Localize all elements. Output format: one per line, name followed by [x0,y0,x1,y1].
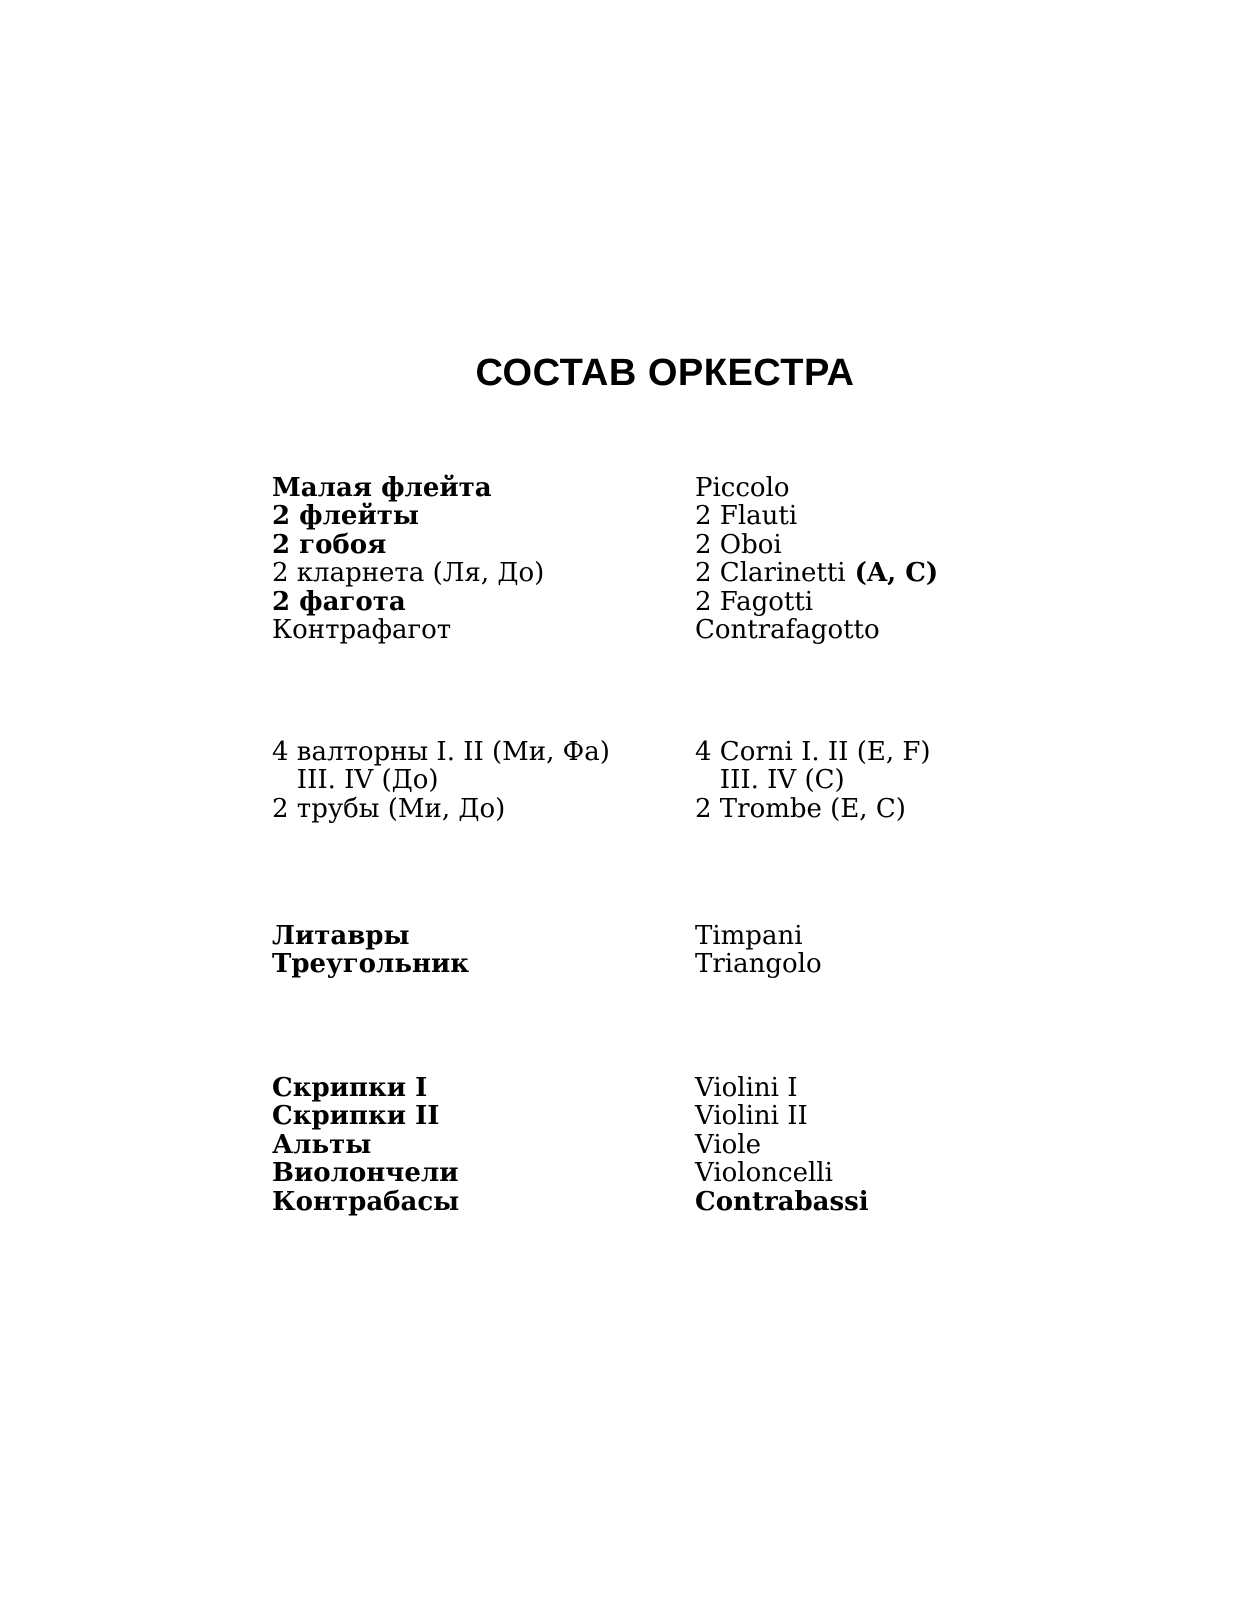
instrument-it-bassoons: 2 Fagotti [695,586,814,617]
instrument-it-violins-2: Violini II [695,1101,808,1132]
brass-russian-column [272,738,610,823]
woodwinds-italian-column [695,474,938,644]
instrument-ru-triangle: Треугольник [272,949,470,980]
instrument-it-cellos: Violoncelli [695,1158,833,1189]
strings-russian-column [272,1074,459,1216]
instrument-it-horns-continued: III. IV (C) [695,765,845,796]
instrument-it-double-basses: Contrabassi [695,1186,869,1217]
instrument-it-trumpets: 2 Trombe (E, C) [695,793,906,824]
instrument-it-flutes: 2 Flauti [695,501,798,532]
instrument-it-violins-1: Violini I [695,1073,798,1103]
strings-italian-column [695,1074,869,1216]
instrument-ru-bassoons: 2 фагота [272,586,406,617]
instrument-ru-oboes: 2 гобоя [272,529,387,560]
instrument-ru-violins-2: Скрипки II [272,1101,440,1132]
instrument-ru-clarinets: 2 кларнета (Ля, До) [272,558,545,589]
instrument-it-piccolo: Piccolo [695,473,790,503]
percussion-russian-column [272,922,469,979]
instrument-it-contrabassoon: Contrafagotto [695,615,880,646]
instrument-ru-cellos: Виолончели [272,1158,459,1189]
instrument-it-triangle: Triangolo [695,949,822,980]
instrument-ru-double-basses: Контрабасы [272,1186,460,1217]
instrument-it-horns: 4 Corni I. II (E, F) [695,737,931,767]
instrument-ru-piccolo: Малая флейта [272,473,492,503]
instrument-it-violas: Viole [695,1129,761,1160]
instrument-it-timpani: Timpani [695,921,803,951]
instrument-ru-timpani: Литавры [272,921,410,951]
instrument-ru-flutes: 2 флейты [272,501,419,532]
brass-italian-column [695,738,931,823]
page-title: СОСТАВ ОРКЕСТРА [475,352,855,394]
clarinets-key-label: (A, C) [845,558,939,589]
instrument-it-clarinets-row [695,559,938,587]
instrument-ru-violas: Альты [272,1129,372,1160]
percussion-italian-column [695,922,822,979]
instrument-ru-horns: 4 валторны I. II (Ми, Фа) [272,737,610,767]
woodwinds-russian-column [272,474,544,644]
instrument-ru-violins-1: Скрипки I [272,1073,428,1103]
instrument-ru-trumpets: 2 трубы (Ми, До) [272,793,506,824]
instrument-it-clarinets: 2 Clarinetti [695,558,846,589]
instrument-ru-contrabassoon: Контрафагот [272,615,452,646]
instrument-it-oboes: 2 Oboi [695,529,782,560]
instrument-ru-horns-continued: III. IV (До) [272,765,439,796]
